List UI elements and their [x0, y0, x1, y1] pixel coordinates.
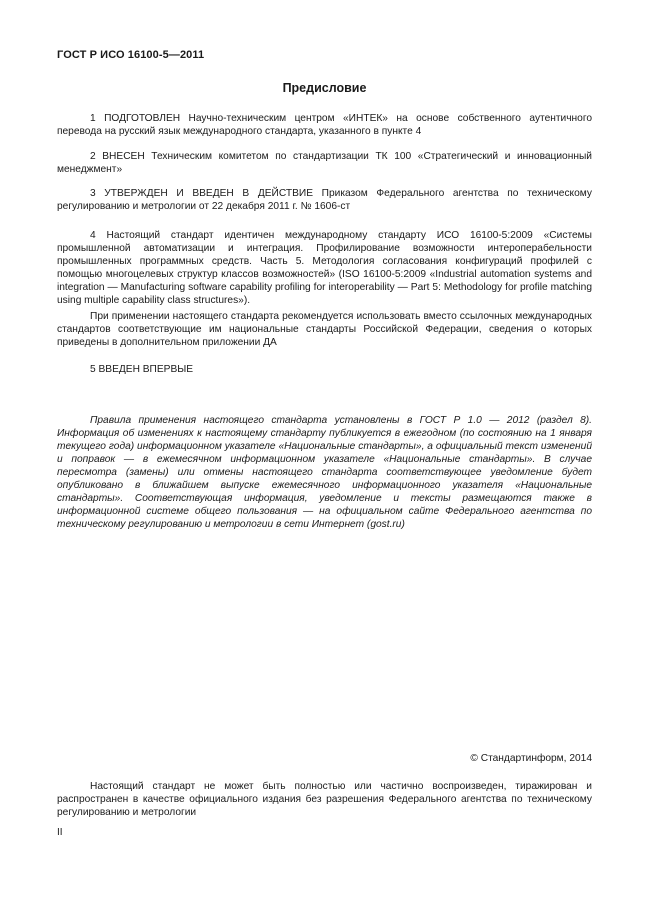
paragraph-submitted-by: 2 ВНЕСЕН Техническим комитетом по стандартизации ТК 100 «Стратегический и инновационный менеджмент»	[57, 151, 592, 175]
page-title: Предисловие	[282, 81, 367, 95]
paragraph-approved: 3 УТВЕРЖДЕН И ВВЕДЕН В ДЕЙСТВИЕ Приказом Федерального агентства по техническому регулированию и метрологии от 22 декабря 2011 г. № 1606-ст	[57, 188, 592, 212]
copyright-notice: © Стандартинформ, 2014	[470, 753, 592, 764]
paragraph-application-rules: Правила применения настоящего стандарта установлены в ГОСТ Р 1.0 — 2012 (раздел 8). Информация об изменениях к настоящему стандарту публикуется в ежегодном (по состоянию на 1 января текущего года) информационном указателе «Национальные стандарты», а официальный текст изменений и поправок — в ежемесячном информационном указателе «Национальные стандарты». В случае пересмотра (замены) или отмены настоящего стандарта соответствующее уведомление будет опубликовано в ближайшем выпуске ежемесячного информационного указателя «Национальные стандарты». Соответствующая информация, уведомление и тексты размещаются также в информационной системе общего пользования — на официальном сайте Федерального агентства по техническому регулированию и метрологии в сети Интернет (gost.ru)	[57, 415, 592, 530]
paragraph-identical-standard: 4 Настоящий стандарт идентичен международному стандарту ИСО 16100-5:2009 «Системы промышленной автоматизации и интеграция. Профилирование возможности интероперабельности промышленных программных средств. Часть 5. Методология согласования конфигураций профилей с помощью многоцелевых структур классов возможностей» (ISO 16100-5:2009 «Industrial automation systems and integration — Manufacturing software capability profiling for interoperability — Part 5: Methodology for profile matching using multiple capability class structures»).	[57, 230, 592, 306]
paragraph-reproduction-notice: Настоящий стандарт не может быть полностью или частично воспроизведен, тиражирован и распространен в качестве официального издания без разрешения Федерального агентства по техническому регулированию и метрологии	[57, 781, 592, 818]
paragraph-prepared-by: 1 ПОДГОТОВЛЕН Научно-техническим центром «ИНТЕК» на основе собственного аутентичного перевода на русский язык международного стандарта, указанного в пункте 4	[57, 113, 592, 137]
standard-code: ГОСТ Р ИСО 16100-5—2011	[57, 49, 205, 61]
page-number: II	[57, 827, 63, 838]
paragraph-first-introduced: 5 ВВЕДЕН ВПЕРВЫЕ	[90, 364, 194, 375]
paragraph-referenced-standards: При применении настоящего стандарта рекомендуется использовать вместо ссылочных международных стандартов соответствующие им национальные стандарты Российской Федерации, сведения о которых приведены в дополнительном приложении ДА	[57, 311, 592, 348]
